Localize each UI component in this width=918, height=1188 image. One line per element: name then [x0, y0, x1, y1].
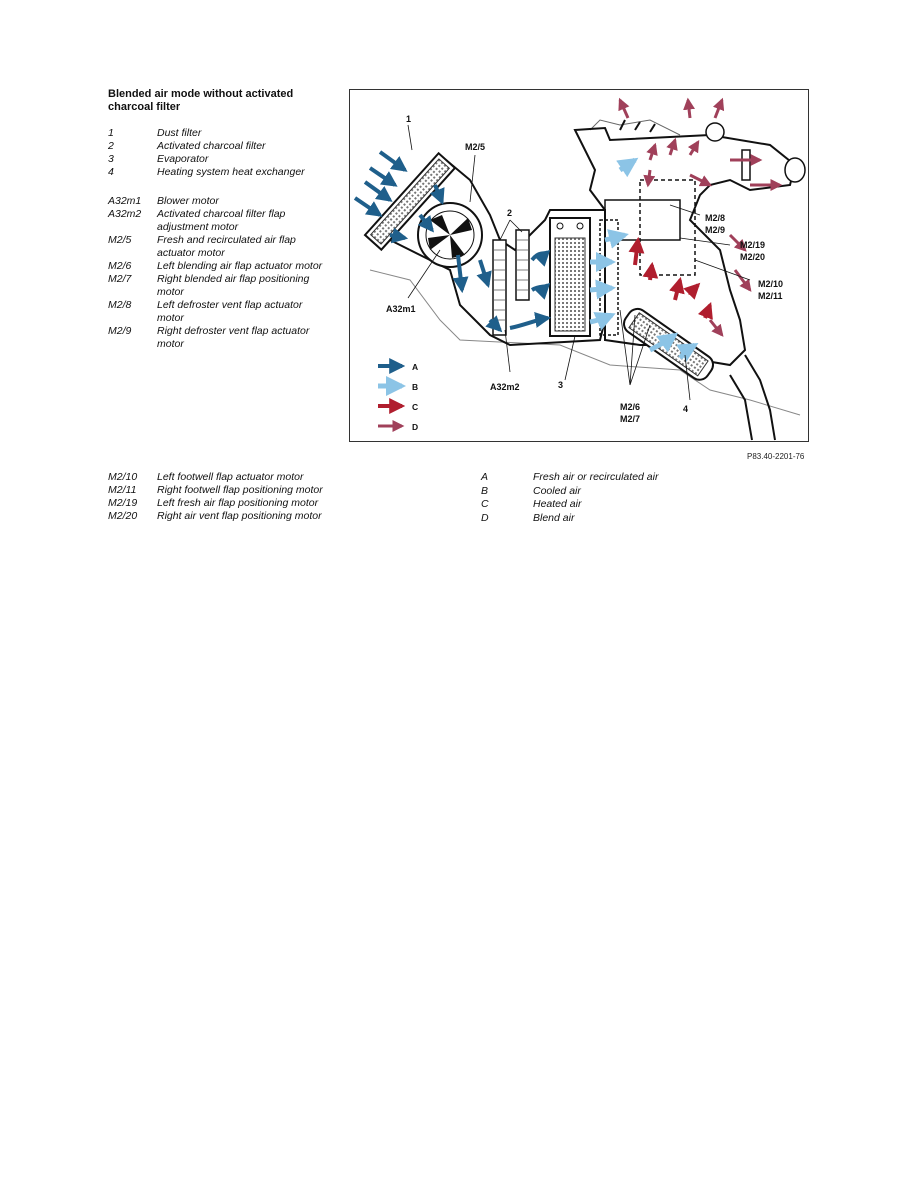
label-3: 3 [558, 380, 564, 390]
legend-code: M2/8 [108, 299, 132, 311]
label-m2-20: M2/20 [740, 252, 766, 262]
legend-row [108, 510, 417, 523]
legend-code: M2/20 [108, 510, 138, 522]
label-a32m2: A32m2 [490, 382, 520, 392]
figure-reference: P83.40-2201-76 [747, 452, 805, 461]
legend-row [108, 471, 417, 484]
legend-code: 1 [108, 127, 114, 139]
legend-row [108, 208, 327, 234]
key-a: A [412, 362, 419, 372]
key-c: C [412, 402, 419, 412]
charcoal-filter-2 [516, 230, 529, 300]
heated-air-arrows [635, 240, 710, 318]
legend-desc: Blend air [533, 511, 575, 524]
legend-code: D [481, 511, 489, 524]
legend-row [108, 325, 327, 351]
legend-code: A32m1 [108, 195, 142, 207]
legend-code: C [481, 498, 489, 510]
legend-code: A [481, 471, 489, 483]
legend-row [108, 140, 327, 153]
legend-code: M2/7 [108, 273, 132, 285]
legend-desc: Fresh air or recirculated air [533, 471, 659, 483]
legend-desc: Activated charcoal filter [157, 140, 266, 152]
legend-code: M2/5 [108, 234, 132, 246]
legend-row [108, 299, 327, 325]
legend-row [108, 273, 327, 299]
legend-code: M2/6 [108, 260, 132, 272]
label-1: 1 [406, 114, 412, 124]
label-m2-9: M2/9 [705, 225, 726, 235]
legend-code: 3 [108, 153, 114, 165]
legend-desc: Left fresh air flap positioning motor [157, 497, 319, 509]
legend-code: A32m2 [108, 208, 142, 220]
legend-row [108, 234, 327, 260]
label-a32m1: A32m1 [386, 304, 416, 314]
legend-desc: Dust filter [157, 127, 202, 139]
legend-code: 4 [108, 166, 114, 178]
legend-row [108, 260, 327, 273]
side-vent [742, 150, 750, 180]
legend-desc: Right footwell flap positioning motor [157, 484, 323, 496]
legend-motors [108, 195, 327, 351]
legend-code: M2/11 [108, 484, 137, 496]
hvac-diagram-svg [350, 90, 809, 442]
footwell-duct-inner [730, 375, 752, 440]
legend-code: M2/10 [108, 471, 138, 483]
legend-code: M2/19 [108, 497, 138, 509]
legend-row [108, 153, 327, 166]
key-d: D [412, 422, 419, 432]
legend-code: B [481, 484, 489, 497]
legend-code: M2/9 [108, 325, 132, 337]
label-m2-10: M2/10 [758, 279, 784, 289]
charcoal-filter-1 [493, 240, 506, 335]
legend-desc: Heating system heat exchanger [157, 166, 305, 178]
hvac-diagram [349, 89, 809, 442]
label-m2-11: M2/11 [758, 291, 783, 301]
legend-desc: Left defroster vent flap actuator motor [157, 299, 303, 324]
label-4: 4 [683, 404, 689, 414]
legend-desc: Cooled air [533, 484, 581, 497]
legend-row [108, 484, 417, 497]
legend-row [108, 166, 327, 179]
dashed-flap-block [640, 180, 695, 275]
center-vent [785, 158, 805, 182]
legend-desc: Blower motor [157, 195, 219, 207]
legend-desc: Fresh and recirculated air flap actuator motor [157, 234, 296, 259]
legend-code: 2 [108, 140, 114, 152]
legend-desc: Evaporator [157, 153, 209, 165]
label-m2-8: M2/8 [705, 213, 726, 223]
legend-desc: Left footwell flap actuator motor [157, 471, 304, 483]
legend-desc: Right blended air flap positioning motor [157, 273, 310, 298]
arrow-key [378, 362, 418, 432]
legend-desc: Right defroster vent flap actuator motor [157, 325, 310, 350]
label-m2-19: M2/19 [740, 240, 766, 250]
legend-desc: Heated air [533, 498, 582, 510]
label-2: 2 [507, 208, 513, 218]
legend-row [108, 195, 327, 208]
label-m2-7: M2/7 [620, 414, 641, 424]
key-b: B [412, 382, 419, 392]
legend-row [108, 497, 417, 510]
legend-components [108, 127, 327, 179]
legend-desc: Right air vent flap positioning motor [157, 510, 322, 522]
label-m2-6: M2/6 [620, 402, 641, 412]
legend-row [108, 127, 327, 140]
legend-desc: Left blending air flap actuator motor [157, 260, 323, 272]
label-m2-5: M2/5 [465, 142, 486, 152]
legend-desc: Activated charcoal filter flap adjustment motor [157, 208, 286, 233]
page-heading: Blended air mode without activated charcoal filter [108, 88, 294, 113]
legend-motors-continued [108, 471, 417, 523]
defroster-motor [706, 123, 724, 141]
